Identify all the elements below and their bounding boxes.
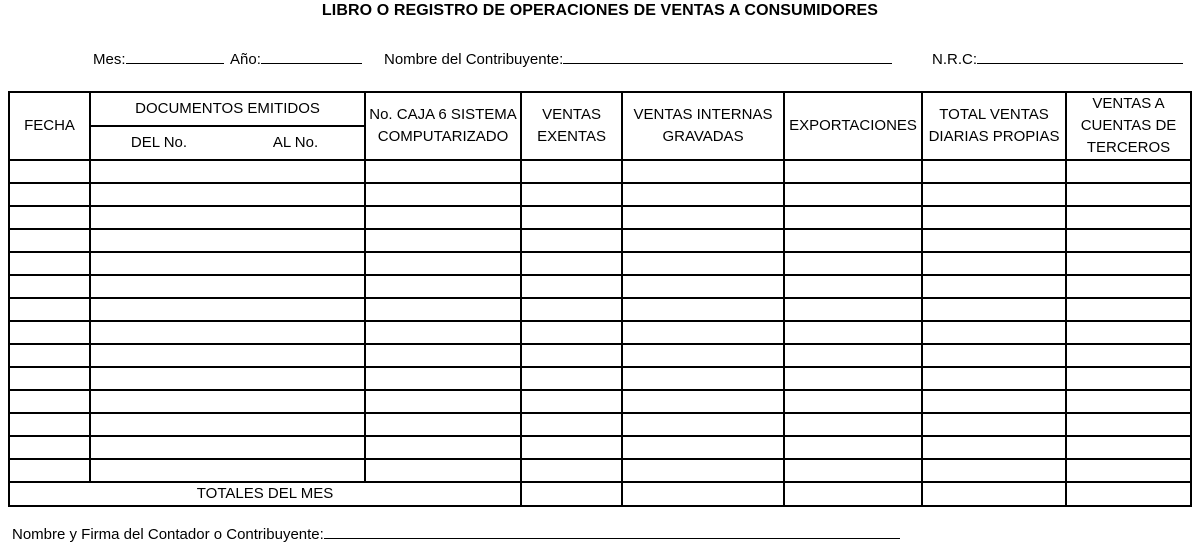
total-ventas-propias-cell[interactable]: [922, 482, 1066, 506]
cell-caja[interactable]: [365, 275, 521, 298]
nrc-blank[interactable]: [977, 49, 1183, 64]
table-row: [9, 390, 1191, 413]
cell-exportaciones[interactable]: [784, 160, 922, 183]
cell-exentas[interactable]: [521, 252, 622, 275]
total-ventas-terceros-cell[interactable]: [1066, 482, 1191, 506]
cell-exentas[interactable]: [521, 160, 622, 183]
cell-total[interactable]: [922, 229, 1066, 252]
header-total-ventas: TOTAL VENTAS DIARIAS PROPIAS: [922, 92, 1066, 160]
cell-gravadas[interactable]: [622, 436, 784, 459]
header-del-no: DEL No.: [90, 126, 227, 160]
cell-exentas[interactable]: [521, 413, 622, 436]
nrc-label: N.R.C:: [932, 51, 977, 68]
cell-caja[interactable]: [365, 390, 521, 413]
cell-exportaciones[interactable]: [784, 275, 922, 298]
cell-caja[interactable]: [365, 160, 521, 183]
cell-total[interactable]: [922, 321, 1066, 344]
cell-fecha[interactable]: [9, 459, 90, 482]
cell-total[interactable]: [922, 298, 1066, 321]
cell-terceros[interactable]: [1066, 229, 1191, 252]
table-row: [9, 344, 1191, 367]
cell-documento[interactable]: [90, 252, 365, 275]
cell-total[interactable]: [922, 459, 1066, 482]
cell-total[interactable]: [922, 436, 1066, 459]
signature-field[interactable]: [12, 524, 900, 543]
cell-fecha[interactable]: [9, 275, 90, 298]
cell-fecha[interactable]: [9, 436, 90, 459]
cell-exportaciones[interactable]: [784, 390, 922, 413]
taxpayer-name-label: Nombre del Contribuyente:: [384, 51, 564, 68]
table-row: [9, 459, 1191, 482]
month-blank[interactable]: [126, 49, 224, 64]
cell-gravadas[interactable]: [622, 206, 784, 229]
cell-fecha[interactable]: [9, 229, 90, 252]
cell-documento[interactable]: [90, 229, 365, 252]
cell-documento[interactable]: [90, 160, 365, 183]
cell-caja[interactable]: [365, 252, 521, 275]
cell-total[interactable]: [922, 206, 1066, 229]
cell-terceros[interactable]: [1066, 390, 1191, 413]
year-blank[interactable]: [261, 49, 362, 64]
table-row: [9, 367, 1191, 390]
taxpayer-name-field[interactable]: [384, 49, 892, 68]
table-row: [9, 321, 1191, 344]
header-ventas-terceros: VENTAS A CUENTAS DE TERCEROS: [1066, 92, 1191, 160]
table-row: [9, 298, 1191, 321]
month-label: Mes:: [93, 51, 126, 68]
cell-total[interactable]: [922, 390, 1066, 413]
cell-exportaciones[interactable]: [784, 436, 922, 459]
cell-exentas[interactable]: [521, 183, 622, 206]
cell-exportaciones[interactable]: [784, 344, 922, 367]
cell-terceros[interactable]: [1066, 413, 1191, 436]
cell-exentas[interactable]: [521, 321, 622, 344]
cell-exportaciones[interactable]: [784, 229, 922, 252]
total-exportaciones-cell[interactable]: [784, 482, 922, 506]
cell-terceros[interactable]: [1066, 298, 1191, 321]
cell-gravadas[interactable]: [622, 367, 784, 390]
cell-exentas[interactable]: [521, 459, 622, 482]
cell-documento[interactable]: [90, 367, 365, 390]
cell-gravadas[interactable]: [622, 390, 784, 413]
cell-documento[interactable]: [90, 298, 365, 321]
cell-gravadas[interactable]: [622, 275, 784, 298]
cell-exentas[interactable]: [521, 206, 622, 229]
cell-exentas[interactable]: [521, 367, 622, 390]
form-title: LIBRO O REGISTRO DE OPERACIONES DE VENTAS A CONSUMIDORES: [321, 2, 879, 19]
cell-caja[interactable]: [365, 367, 521, 390]
header-exportaciones: EXPORTACIONES: [784, 92, 922, 160]
sales-register-table: [8, 91, 1192, 507]
cell-exentas[interactable]: [521, 344, 622, 367]
cell-exportaciones[interactable]: [784, 206, 922, 229]
table-row: [9, 252, 1191, 275]
cell-caja[interactable]: [365, 298, 521, 321]
year-field[interactable]: [230, 49, 362, 68]
cell-fecha[interactable]: [9, 390, 90, 413]
cell-total[interactable]: [922, 275, 1066, 298]
cell-gravadas[interactable]: [622, 160, 784, 183]
nrc-field[interactable]: [932, 49, 1183, 68]
cell-documento[interactable]: [90, 183, 365, 206]
totals-label: TOTALES DEL MES: [9, 482, 521, 506]
cell-exportaciones[interactable]: [784, 459, 922, 482]
total-ventas-exentas-cell[interactable]: [521, 482, 622, 506]
cell-total[interactable]: [922, 252, 1066, 275]
cell-exportaciones[interactable]: [784, 183, 922, 206]
cell-fecha[interactable]: [9, 206, 90, 229]
header-fecha: FECHA: [9, 92, 90, 160]
cell-documento[interactable]: [90, 344, 365, 367]
cell-gravadas[interactable]: [622, 298, 784, 321]
cell-exportaciones[interactable]: [784, 413, 922, 436]
cell-gravadas[interactable]: [622, 344, 784, 367]
cell-exportaciones[interactable]: [784, 252, 922, 275]
cell-exportaciones[interactable]: [784, 367, 922, 390]
cell-total[interactable]: [922, 413, 1066, 436]
cell-gravadas[interactable]: [622, 459, 784, 482]
cell-documento[interactable]: [90, 390, 365, 413]
table-row: [9, 413, 1191, 436]
header-caja: No. CAJA 6 SISTEMA COMPUTARIZADO: [365, 92, 521, 160]
header-ventas-exentas: VENTAS EXENTAS: [521, 92, 622, 160]
cell-terceros[interactable]: [1066, 344, 1191, 367]
cell-fecha[interactable]: [9, 183, 90, 206]
header-documentos-emitidos: DOCUMENTOS EMITIDOS: [90, 92, 365, 126]
taxpayer-name-blank[interactable]: [563, 49, 892, 64]
cell-gravadas[interactable]: [622, 229, 784, 252]
cell-total[interactable]: [922, 160, 1066, 183]
table-row: [9, 160, 1191, 183]
table-row: [9, 206, 1191, 229]
cell-caja[interactable]: [365, 413, 521, 436]
cell-terceros[interactable]: [1066, 183, 1191, 206]
cell-caja[interactable]: [365, 183, 521, 206]
cell-gravadas[interactable]: [622, 413, 784, 436]
cell-exentas[interactable]: [521, 229, 622, 252]
cell-fecha[interactable]: [9, 367, 90, 390]
month-field[interactable]: [93, 49, 224, 68]
cell-caja[interactable]: [365, 321, 521, 344]
cell-documento[interactable]: [90, 459, 365, 482]
cell-total[interactable]: [922, 367, 1066, 390]
cell-terceros[interactable]: [1066, 275, 1191, 298]
cell-gravadas[interactable]: [622, 321, 784, 344]
cell-exportaciones[interactable]: [784, 321, 922, 344]
cell-fecha[interactable]: [9, 413, 90, 436]
cell-terceros[interactable]: [1066, 321, 1191, 344]
cell-fecha[interactable]: [9, 298, 90, 321]
cell-fecha[interactable]: [9, 160, 90, 183]
cell-documento[interactable]: [90, 275, 365, 298]
cell-terceros[interactable]: [1066, 436, 1191, 459]
cell-exentas[interactable]: [521, 275, 622, 298]
cell-documento[interactable]: [90, 321, 365, 344]
cell-caja[interactable]: [365, 229, 521, 252]
cell-documento[interactable]: [90, 413, 365, 436]
signature-label: Nombre y Firma del Contador o Contribuyente:: [12, 526, 324, 543]
cell-documento[interactable]: [90, 436, 365, 459]
cell-total[interactable]: [922, 183, 1066, 206]
table-row: [9, 229, 1191, 252]
total-ventas-gravadas-cell[interactable]: [622, 482, 784, 506]
cell-total[interactable]: [922, 344, 1066, 367]
table-row: [9, 275, 1191, 298]
cell-caja[interactable]: [365, 436, 521, 459]
cell-terceros[interactable]: [1066, 367, 1191, 390]
cell-gravadas[interactable]: [622, 183, 784, 206]
cell-fecha[interactable]: [9, 321, 90, 344]
signature-blank[interactable]: [324, 524, 900, 539]
table-row: [9, 183, 1191, 206]
cell-gravadas[interactable]: [622, 252, 784, 275]
cell-caja[interactable]: [365, 344, 521, 367]
cell-fecha[interactable]: [9, 344, 90, 367]
cell-exentas[interactable]: [521, 390, 622, 413]
cell-documento[interactable]: [90, 206, 365, 229]
cell-exentas[interactable]: [521, 436, 622, 459]
cell-terceros[interactable]: [1066, 160, 1191, 183]
cell-terceros[interactable]: [1066, 206, 1191, 229]
cell-exportaciones[interactable]: [784, 298, 922, 321]
cell-terceros[interactable]: [1066, 459, 1191, 482]
table-row: [9, 436, 1191, 459]
cell-terceros[interactable]: [1066, 252, 1191, 275]
cell-caja[interactable]: [365, 459, 521, 482]
header-ventas-gravadas: VENTAS INTERNAS GRAVADAS: [622, 92, 784, 160]
cell-fecha[interactable]: [9, 252, 90, 275]
cell-exentas[interactable]: [521, 298, 622, 321]
cell-caja[interactable]: [365, 206, 521, 229]
header-al-no: AL No.: [227, 126, 365, 160]
year-label: Año:: [230, 51, 261, 68]
